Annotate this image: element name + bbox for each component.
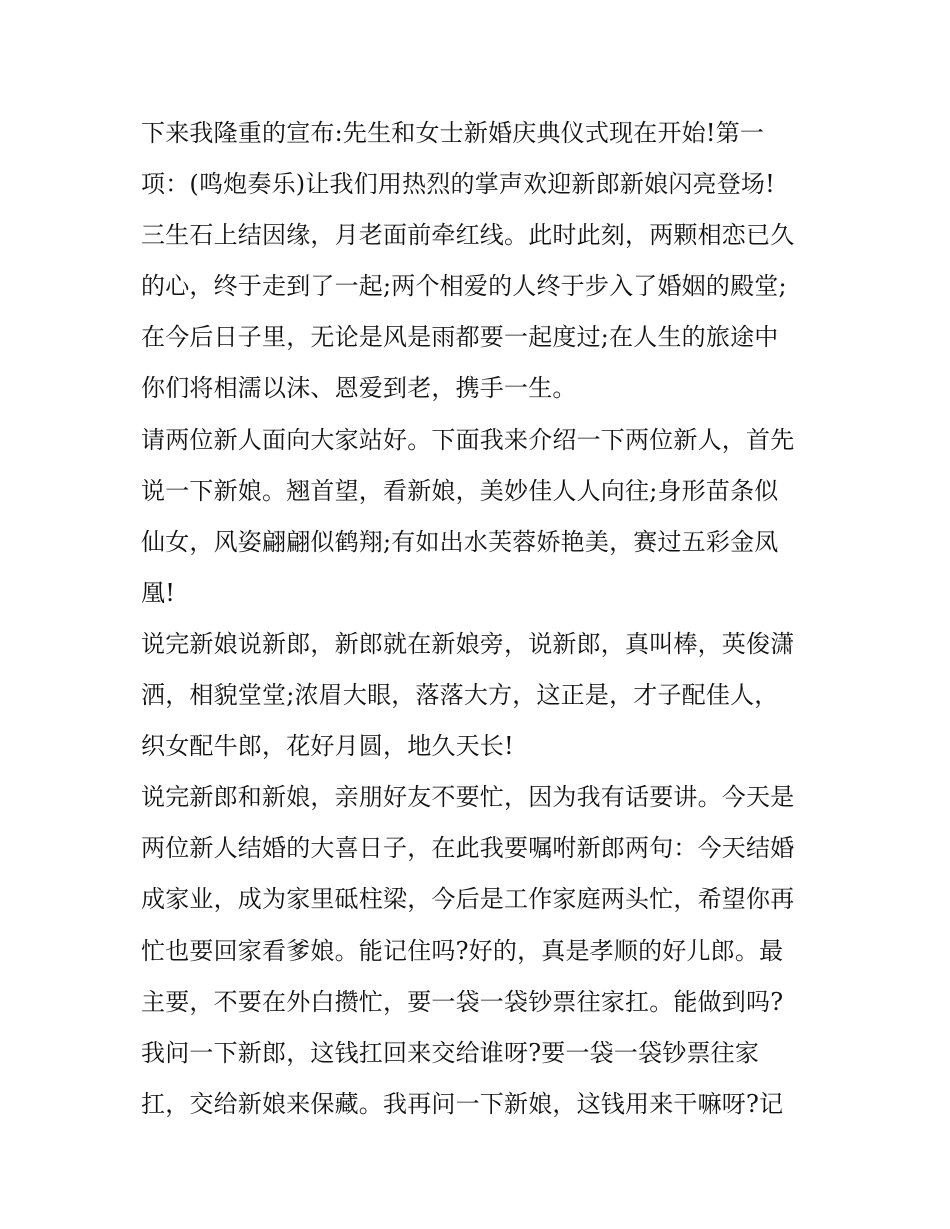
text-line: 下来我隆重的宣布:先生和女士新婚庆典仪式现在开始!第一 — [141, 119, 765, 147]
text-line: 说完新娘说新郎，新郎就在新娘旁，说新郎，真叫棒，英俊潇 — [141, 629, 795, 658]
body-text — [141, 108, 831, 1130]
text-line: 两位新人结婚的大喜日子，在此我要嘱咐新郎两句：今天结婚 — [141, 834, 795, 863]
text-line: 仙女，风姿翩翩似鹤翔;有如出水芙蓉娇艳美，赛过五彩金凤 — [141, 527, 779, 556]
text-line: 凰! — [141, 578, 176, 607]
text-line: 成家业，成为家里砥柱梁，今后是工作家庭两头忙，希望你再 — [141, 885, 795, 914]
text-line: 三生石上结因缘，月老面前牵红线。此时此刻，两颗相恋已久 — [141, 221, 795, 250]
text-line: 忙也要回家看爹娘。能记住吗?好的，真是孝顺的好儿郎。最 — [141, 936, 784, 965]
text-line: 项：(鸣炮奏乐)让我们用热烈的掌声欢迎新郎新娘闪亮登场! — [141, 170, 775, 199]
text-line: 你们将相濡以沫、恩爱到老，携手一生。 — [141, 374, 577, 403]
text-line: 主要，不要在外白攒忙，要一袋一袋钞票往家扛。能做到吗? — [141, 987, 784, 1016]
text-line: 在今后日子里，无论是风是雨都要一起度过;在人生的旅途中 — [141, 323, 779, 352]
text-line: 请两位新人面向大家站好。下面我来介绍一下两位新人，首先 — [141, 425, 795, 454]
text-line: 我问一下新郎，这钱扛回来交给谁呀?要一袋一袋钞票往家 — [141, 1038, 760, 1067]
text-line: 说完新郎和新娘，亲朋好友不要忙，因为我有话要讲。今天是 — [141, 783, 795, 812]
text-line: 织女配牛郎，花好月圆，地久天长! — [141, 732, 514, 761]
text-line: 的心，终于走到了一起;两个相爱的人终于步入了婚姻的殿堂; — [141, 272, 787, 301]
text-line: 洒，相貌堂堂;浓眉大眼，落落大方，这正是，才子配佳人， — [141, 681, 779, 710]
text-line: 说一下新娘。翘首望，看新娘，美妙佳人人向往;身形苗条似 — [141, 476, 779, 505]
text-line: 扛，交给新娘来保藏。我再问一下新娘，这钱用来干嘛呀?记 — [141, 1089, 784, 1118]
